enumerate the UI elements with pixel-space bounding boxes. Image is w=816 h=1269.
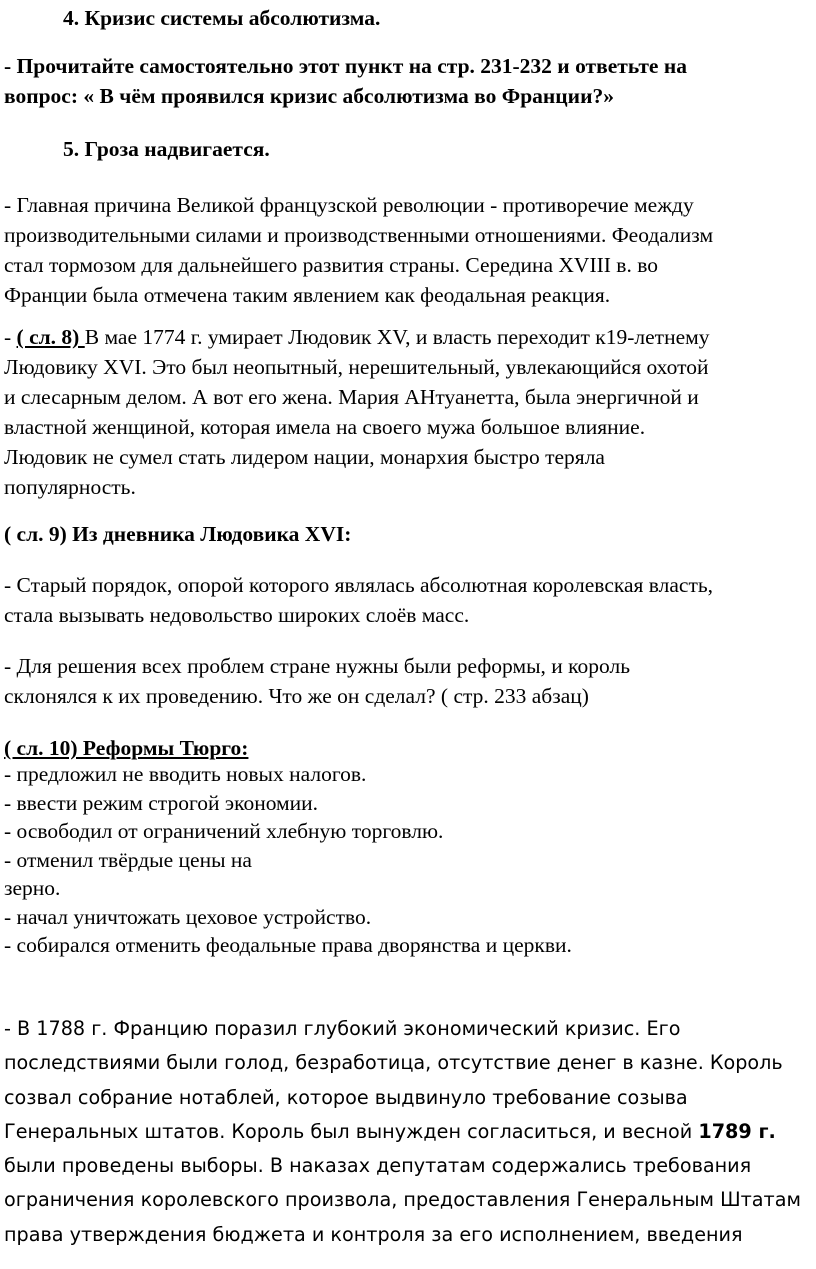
reading-task	[4, 51, 810, 111]
text-line: последствиями были голод, безработица, отсутствие денег в казне. Король	[4, 1051, 783, 1075]
text-line: стал тормозом для дальнейшего развития страны. Середина XVIII в. во	[4, 253, 658, 277]
reading-task-line: вопрос: « В чём проявился кризис абсолютизма во Франции?»	[4, 84, 614, 108]
text-line: - Старый порядок, опорой которого являлась абсолютная королевская власть,	[4, 573, 714, 597]
paragraph-reforms-need	[4, 651, 810, 711]
text-line: созвал собрание нотаблей, которое выдвинуло требование созыва	[4, 1085, 688, 1109]
section-4-title: 4. Кризис системы абсолютизма.	[63, 6, 381, 30]
text-line	[4, 1115, 810, 1149]
text-line	[4, 322, 810, 352]
paragraph-old-order	[4, 570, 810, 630]
text-line: были проведены выборы. В наказах депутатам содержались требования	[4, 1154, 752, 1178]
list-item: зерно.	[4, 876, 61, 900]
text-line: склонялся к их проведению. Что же он сделал? ( стр. 233 абзац)	[4, 684, 589, 708]
text-line: производительными силами и производственными отношениями. Феодализм	[4, 223, 714, 247]
paragraph-louis-xvi	[4, 322, 810, 502]
line-prefix: -	[4, 325, 17, 349]
list-item: - предложил не вводить новых налогов.	[4, 762, 367, 786]
diary-heading: ( сл. 9) Из дневника Людовика XVI:	[4, 522, 352, 546]
paragraph-crisis-1788	[4, 1012, 810, 1252]
paragraph-main-cause	[4, 190, 810, 310]
text-line: права утверждения бюджета и контроля за его исполнением, введения	[4, 1222, 743, 1246]
list-item: - ввести режим строгой экономии.	[4, 790, 319, 815]
text-line: - В 1788 г. Францию поразил глубокий экономический кризис. Его	[4, 1017, 681, 1040]
reading-task-line: - Прочитайте самостоятельно этот пункт на стр. 231-232 и ответьте на	[4, 54, 687, 78]
text-line: стала вызывать недовольство широких слоёв масс.	[4, 603, 470, 627]
year-1789: 1789 г.	[698, 1119, 776, 1143]
list-item: - отменил твёрдые цены на	[4, 847, 252, 872]
text-line: - Для решения всех проблем стране нужны были реформы, и король	[4, 654, 630, 678]
text-line: - Главная причина Великой французской революции - противоречие между	[4, 193, 694, 217]
line-start: Генеральных штатов. Король был вынужден согласиться, и весной	[4, 1119, 699, 1143]
text-line: властной женщиной, которая имела на своего мужа большое влияние.	[4, 415, 646, 439]
slide-ref-8: ( сл. 8)	[16, 325, 85, 349]
list-item: - начал уничтожать цеховое устройство.	[4, 904, 372, 929]
text-line: и слесарным делом. А вот его жена. Мария АНтуанетта, была энергичной и	[4, 385, 699, 409]
line-rest: В мае 1774 г. умирает Людовик XV, и власть переходит к19-летнему	[84, 325, 710, 349]
section-5-title: 5. Гроза надвигается.	[63, 137, 270, 161]
text-line: Людовику XVI. Это был неопытный, нерешительный, увлекающийся охотой	[4, 355, 709, 379]
text-line: популярность.	[4, 475, 136, 499]
list-item: - собирался отменить феодальные права дворянства и церкви.	[4, 933, 572, 957]
reforms-heading: ( сл. 10) Реформы Тюрго:	[4, 736, 249, 760]
reforms-list	[4, 760, 810, 960]
text-line: ограничения королевского произвола, предоставления Генеральным Штатам	[4, 1188, 801, 1212]
text-line: Франции была отмечена таким явлением как феодальная реакция.	[4, 283, 611, 307]
list-item: - освободил от ограничений хлебную торговлю.	[4, 819, 444, 843]
text-line: Людовик не сумел стать лидером нации, монархия быстро теряла	[4, 445, 605, 469]
